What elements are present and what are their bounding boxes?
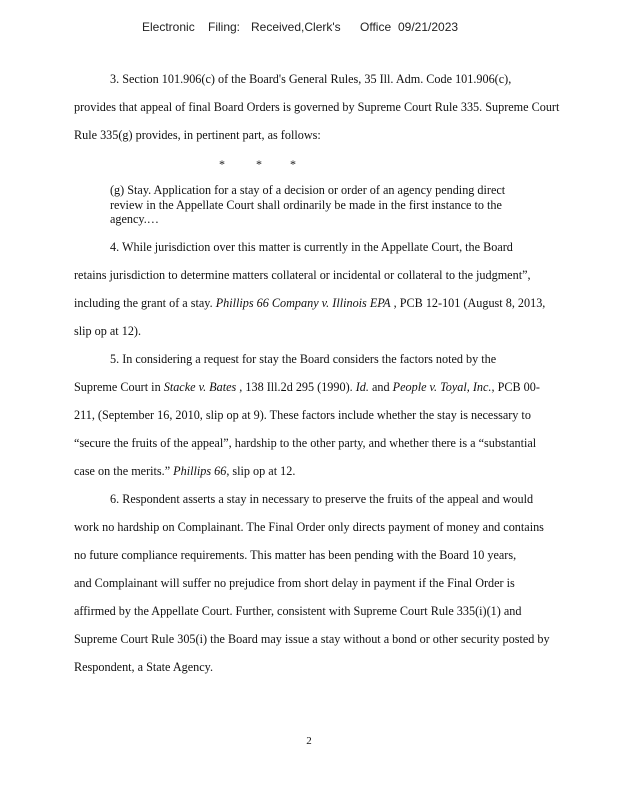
paragraph-6-line-6: Supreme Court Rule 305(i) the Board may issue a stay without a bond or other security posted by — [74, 632, 550, 646]
paragraph-6-line-1: 6. Respondent asserts a stay in necessary to preserve the fruits of the appeal and would — [110, 492, 534, 506]
quote-line-1: (g) Stay. Application for a stay of a decision or order of an agency pending direct — [110, 183, 506, 197]
case-citation: Phillips 66 — [173, 464, 227, 478]
case-citation: People v. Toyal, Inc., — [392, 380, 495, 394]
case-citation: Phillips 66 Company v. Illinois EPA — [215, 296, 391, 310]
header-received: Received,Clerk's — [251, 20, 341, 34]
id-citation: Id. — [355, 380, 369, 394]
header-office: Office — [360, 20, 392, 34]
quote-line-3: agency.… — [110, 212, 159, 226]
header-filing: Filing: — [208, 20, 241, 34]
case-citation: Stacke v. Bates — [163, 380, 237, 394]
ellipsis-star-2: * — [256, 157, 262, 171]
header-electronic: Electronic — [142, 20, 195, 34]
paragraph-4-line-2: retains jurisdiction to determine matters collateral or incidental or collateral to the judgment”, — [74, 268, 531, 282]
paragraph-6-line-4: and Complainant will suffer no prejudice from short delay in payment if the Final Order is — [74, 576, 515, 590]
paragraph-5-line-1: 5. In considering a request for stay the Board considers the factors noted by the — [110, 352, 497, 366]
paragraph-6-line-7: Respondent, a State Agency. — [74, 660, 213, 674]
paragraph-5-line-4: “secure the fruits of the appeal”, hardship to the other party, and whether there is a “substantial — [74, 436, 537, 450]
paragraph-5-line-5: case on the merits.” Phillips 66, slip op at 12. — [74, 464, 296, 478]
page-number: 2 — [306, 735, 312, 747]
paragraph-5-line-2: Supreme Court in Stacke v. Bates , 138 Ill.2d 295 (1990). Id. and People v. Toyal, Inc., PCB 00- — [74, 380, 540, 394]
paragraph-4-line-3: including the grant of a stay. Phillips 66 Company v. Illinois EPA , PCB 12-101 (August 8, 2013, — [74, 296, 546, 310]
paragraph-3-line-1: 3. Section 101.906(c) of the Board's General Rules, 35 Ill. Adm. Code 101.906(c), — [110, 72, 512, 86]
paragraph-3-line-2: provides that appeal of final Board Orders is governed by Supreme Court Rule 335. Supreme Court — [74, 100, 560, 114]
paragraph-6-line-5: affirmed by the Appellate Court. Further, consistent with Supreme Court Rule 335(i)(1) and — [74, 604, 522, 618]
header-date: 09/21/2023 — [398, 20, 459, 34]
paragraph-5-line-3: 211, (September 16, 2010, slip op at 9). These factors include whether the stay is necessary to — [74, 408, 531, 422]
quote-line-2: review in the Appellate Court shall ordinarily be made in the first instance to the — [110, 198, 502, 212]
paragraph-4-line-1: 4. While jurisdiction over this matter is currently in the Appellate Court, the Board — [110, 240, 513, 254]
paragraph-4-line-4: slip op at 12). — [74, 324, 142, 338]
paragraph-3-line-3: Rule 335(g) provides, in pertinent part, as follows: — [74, 128, 321, 142]
paragraph-6-line-2: work no hardship on Complainant. The Final Order only directs payment of money and contains — [74, 520, 544, 534]
paragraph-6-line-3: no future compliance requirements. This matter has been pending with the Board 10 years, — [74, 548, 517, 562]
ellipsis-star-3: * — [290, 157, 296, 171]
ellipsis-star-1: * — [219, 157, 225, 171]
